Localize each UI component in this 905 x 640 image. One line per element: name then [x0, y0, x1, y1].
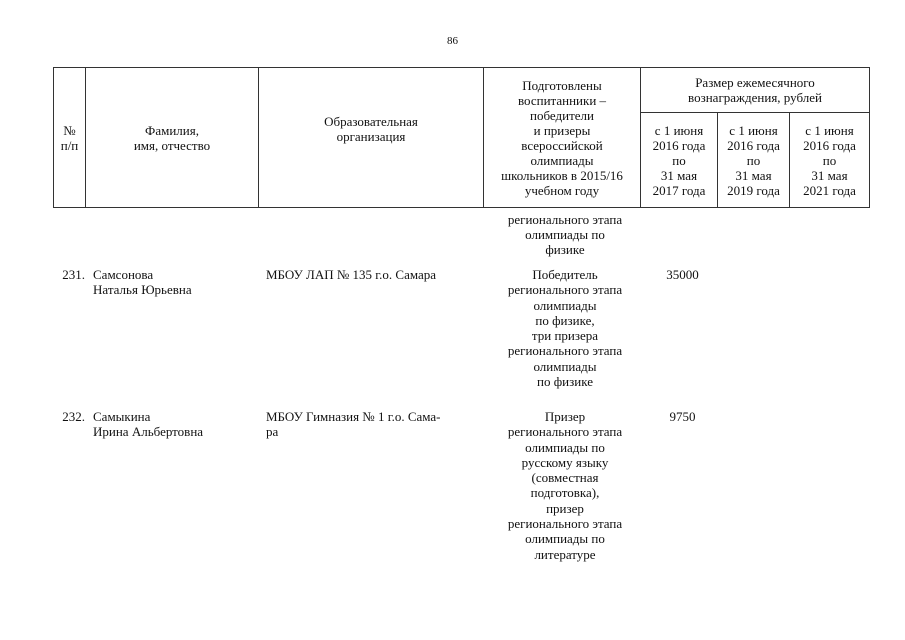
table-header: [53, 67, 870, 208]
header-number: № п/п: [54, 68, 86, 208]
header-achievement: Подготовлены воспитанники – победители и призеры всероссийской олимпиады школьников в 2015/16 учебном году: [484, 68, 641, 208]
row-full-name: Самсонова Наталья Юрьевна: [93, 267, 192, 298]
header-full-name: Фамилия, имя, отчество: [86, 68, 259, 208]
header-amount-group: Размер ежемесячного вознаграждения, рублей: [641, 68, 870, 113]
row-achievement: Победитель регионального этапа олимпиады по физике, три призера регионального этапа олимпиады по физике: [507, 267, 623, 390]
row-amount: 35000: [666, 267, 699, 282]
header-period-2021: с 1 июня 2016 года по 31 мая 2021 года: [790, 113, 870, 208]
header-organization: Образовательная организация: [259, 68, 484, 208]
row-organization: МБОУ Гимназия № 1 г.о. Сама- ра: [266, 409, 441, 440]
page-number: 86: [447, 35, 458, 47]
row-achievement: Призер регионального этапа олимпиады по русскому языку (совместная подготовка), призер регионального этапа олимпиады по литературе: [507, 409, 623, 562]
continued-achievement-text: регионального этапа олимпиады по физике: [507, 212, 623, 257]
row-number: 232.: [62, 409, 85, 424]
row-full-name: Самыкина Ирина Альбертовна: [93, 409, 204, 440]
row-organization: МБОУ ЛАП № 135 г.о. Самара: [266, 267, 437, 282]
header-period-2019: с 1 июня 2016 года по 31 мая 2019 года: [718, 113, 790, 208]
row-amount: 9750: [669, 409, 696, 424]
row-number: 231.: [62, 267, 85, 282]
header-period-2017: с 1 июня 2016 года по 31 мая 2017 года: [641, 113, 718, 208]
